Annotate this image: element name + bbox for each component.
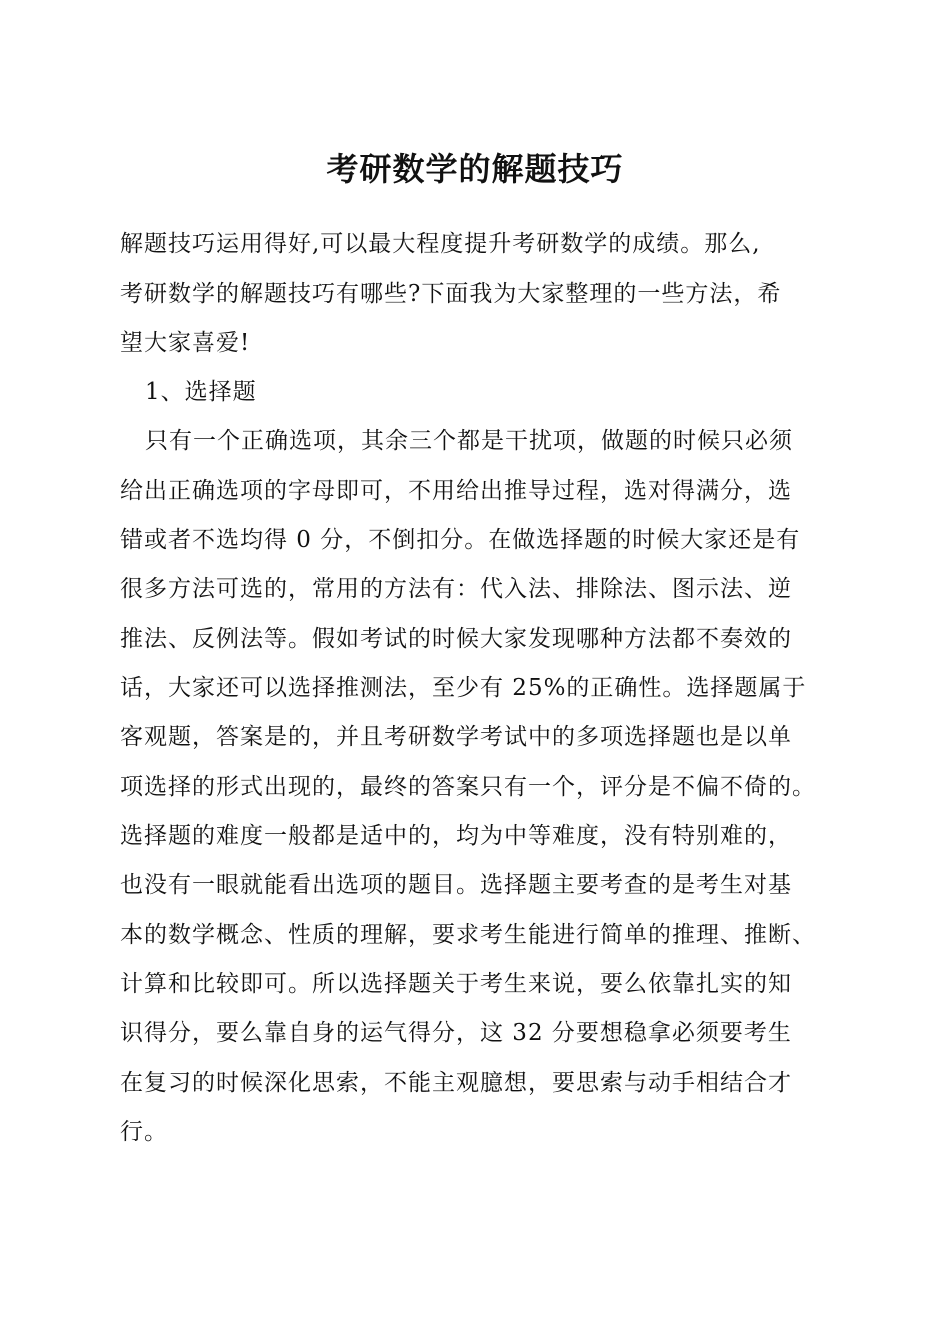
body-line-1: 只有一个正确选项，其余三个都是干扰项，做题的时候只必须: [145, 428, 793, 454]
body-line-5: 推法、反例法等。假如考试的时候大家发现哪种方法都不奏效的: [120, 626, 792, 652]
body-line-12: 计算和比较即可。所以选择题关于考生来说，要么依靠扎实的知: [120, 971, 792, 997]
body-line-11: 本的数学概念、性质的理解，要求考生能进行简单的推理、推断、: [120, 922, 816, 948]
body-line-9: 选择题的难度一般都是适中的，均为中等难度，没有特别难的，: [120, 823, 792, 849]
body-line-4: 很多方法可选的，常用的方法有：代入法、排除法、图示法、逆: [120, 576, 792, 602]
intro-line-1: 解题技巧运用得好,可以最大程度提升考研数学的成绩。那么,: [120, 231, 761, 257]
body-line-7: 客观题，答案是的，并且考研数学考试中的多项选择题也是以单: [120, 724, 792, 750]
body-line-13: 识得分，要么靠自身的运气得分，这 32 分要想稳拿必须要考生: [120, 1020, 792, 1046]
document-title: 考研数学的解题技巧: [326, 150, 624, 188]
body-line-10: 也没有一眼就能看出选项的题目。选择题主要考查的是考生对基: [120, 872, 792, 898]
body-line-8: 项选择的形式出现的，最终的答案只有一个，评分是不偏不倚的。: [120, 774, 816, 800]
body-line-15: 行。: [120, 1119, 168, 1145]
section-heading: 1、选择题: [145, 379, 257, 405]
body-line-3: 错或者不选均得 0 分，不倒扣分。在做选择题的时候大家还是有: [120, 527, 801, 553]
body-line-6: 话，大家还可以选择推测法，至少有 25%的正确性。选择题属于: [120, 675, 807, 701]
intro-line-3: 望大家喜爱!: [120, 330, 251, 356]
body-line-14: 在复习的时候深化思索，不能主观臆想，要思索与动手相结合才: [120, 1070, 792, 1096]
body-line-2: 给出正确选项的字母即可，不用给出推导过程，选对得满分，选: [120, 478, 792, 504]
intro-line-2: 考研数学的解题技巧有哪些?下面我为大家整理的一些方法，希: [120, 281, 782, 307]
